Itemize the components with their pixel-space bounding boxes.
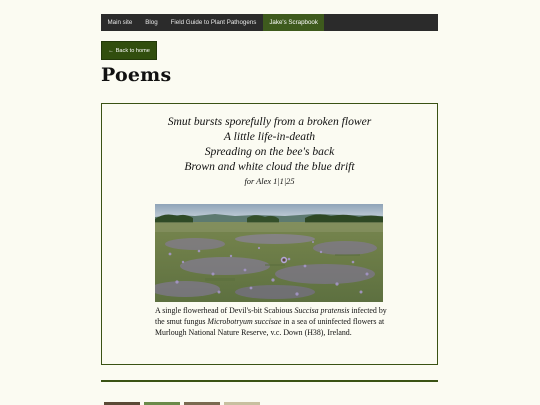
back-button-label: Back to home	[115, 47, 150, 54]
poem	[102, 114, 437, 189]
left-arrow-icon: ←	[108, 47, 114, 54]
nav-field-guide[interactable]: Field Guide to Plant Pathogens	[170, 19, 257, 26]
poem-dedication: for Alex 1|1|25	[244, 177, 295, 186]
nav-blog[interactable]: Blog	[145, 19, 158, 26]
caption-text: in a sea of uninfected flowers at Murlough National Nature Reserve, v.c. Down (H38), Ireland.	[155, 317, 385, 338]
poem-line: Brown and white cloud the blue drift	[184, 160, 355, 173]
back-to-home-button[interactable]	[101, 41, 157, 60]
poem-card	[101, 103, 438, 365]
photo-caption	[155, 305, 387, 339]
fungus-name: Microbotryum succisae	[207, 317, 282, 327]
caption-text: infected by the smut fungus	[155, 306, 387, 327]
page-title: Poems	[101, 64, 172, 86]
species-name: Succisa pratensis	[294, 306, 350, 315]
poem-line: A little life-in-death	[223, 130, 316, 143]
meadow-photo	[155, 204, 383, 302]
top-navbar	[101, 14, 438, 31]
poem-line: Spreading on the bee's back	[204, 145, 335, 158]
nav-main-site[interactable]: Main site	[107, 19, 133, 26]
caption-text: A single flowerhead of Devil's-bit Scabious	[155, 306, 295, 315]
poem-line: Smut bursts sporefully from a broken flower	[167, 115, 372, 128]
section-divider	[101, 380, 438, 382]
nav-jakes-scrapbook[interactable]: Jake's Scrapbook	[263, 14, 325, 31]
next-section-thumbnails	[101, 401, 301, 405]
